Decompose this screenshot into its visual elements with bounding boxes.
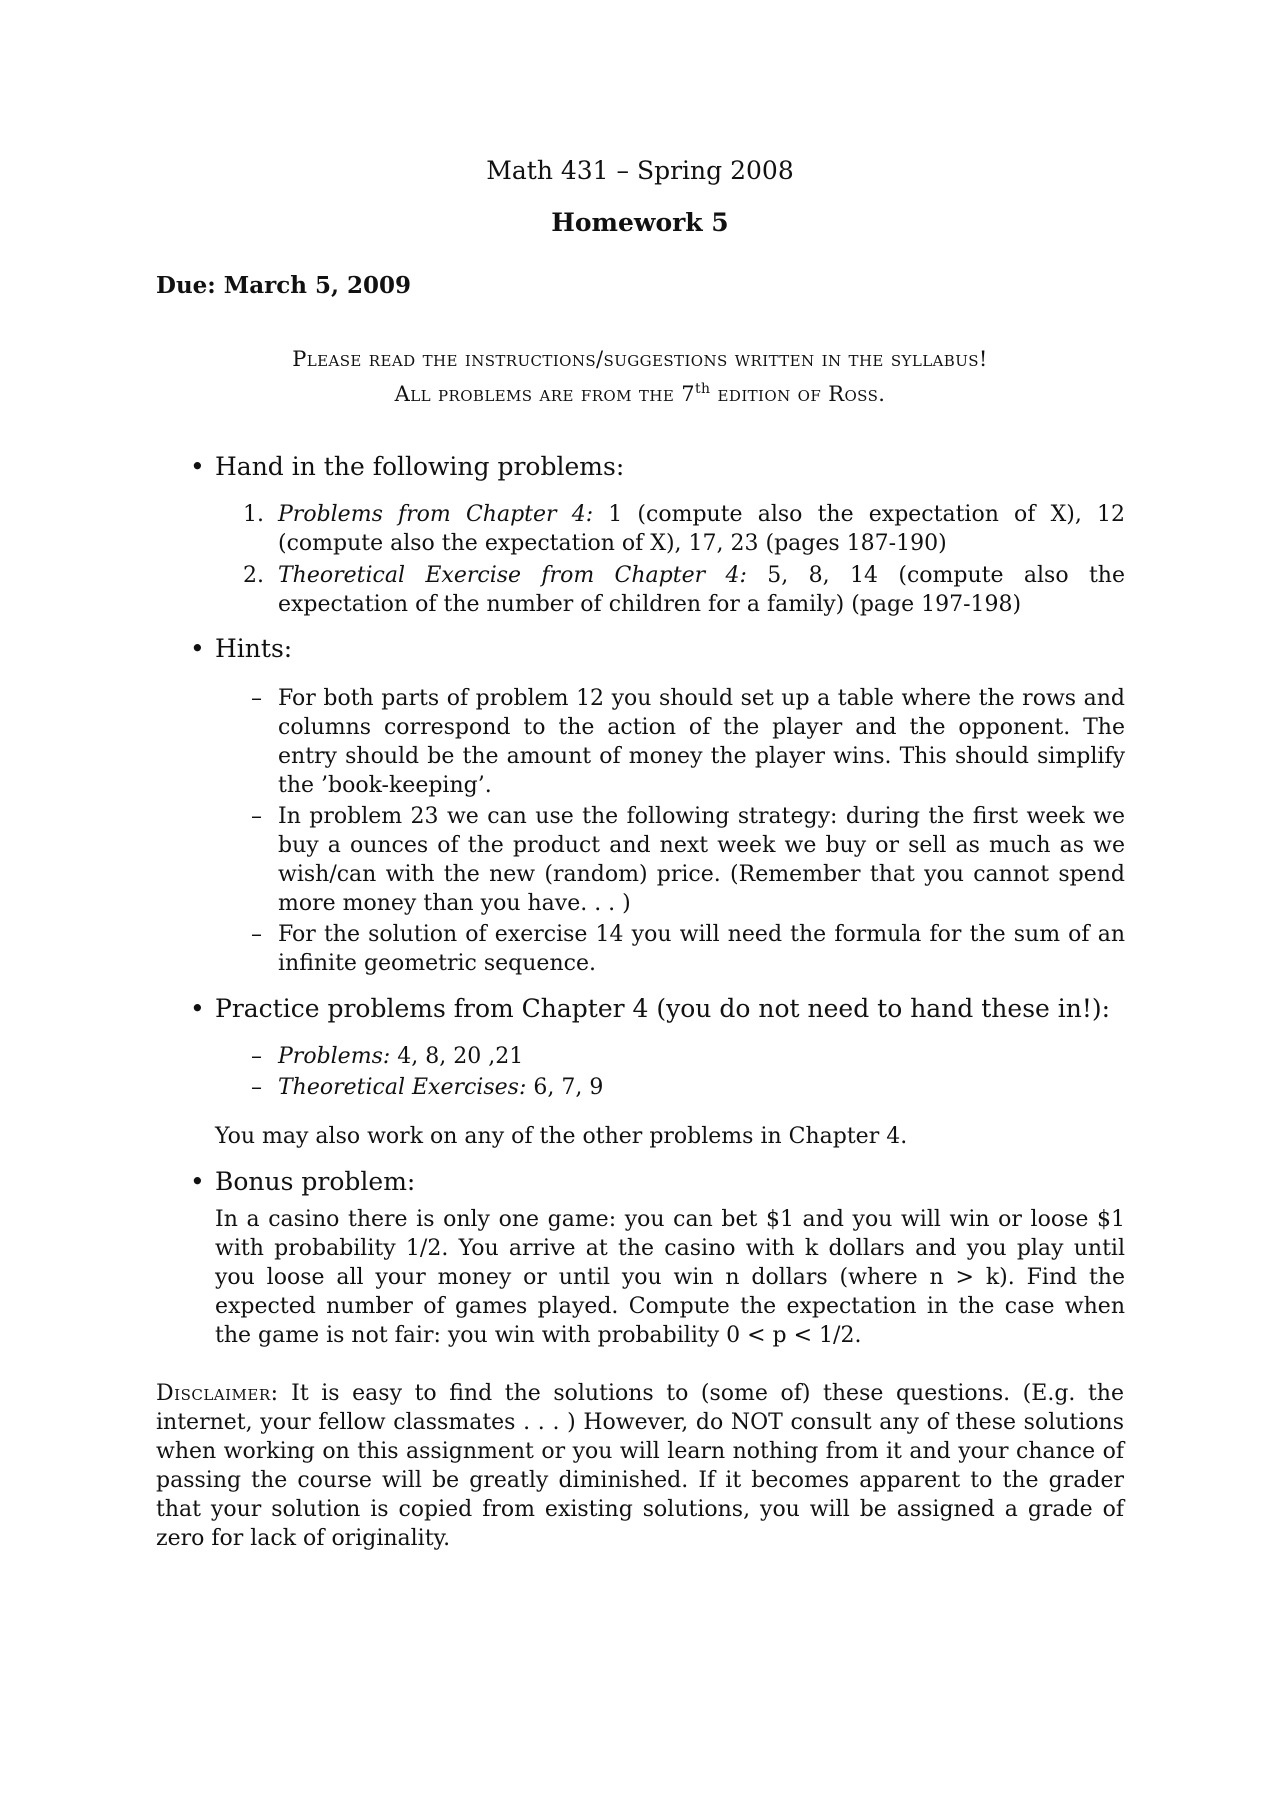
- practice-text: 6, 7, 9: [526, 1075, 604, 1100]
- bonus-text: In a casino there is only one game: you can bet $1 and you will win or loose $1 with probability 1/2. You arrive at the casino with k dollars and you play until you loose all your money or until you win n dollars (where n > k). Find the expected number of games played. Compute the expectation in the case when the game is not fair: you win with probability 0 < p < 1/2.: [215, 1207, 1125, 1348]
- dash-icon: –: [251, 1075, 262, 1100]
- practice-note: You may also work on any of the other problems in Chapter 4.: [215, 1124, 908, 1149]
- bonus-section: [190, 1165, 1125, 1350]
- item-text: 5, 8, 14 (compute also the expectation of the number of children for a family) (page 197-198): [278, 563, 1125, 617]
- instructions-block: [0, 344, 1280, 409]
- dash-icon: –: [251, 922, 262, 947]
- bullet-icon: •: [190, 1167, 205, 1196]
- instructions-line-1: Please read the instructions/suggestions written in the syllabus!: [292, 347, 988, 371]
- edition-superscript: th: [695, 381, 711, 397]
- dash-icon: –: [251, 686, 262, 711]
- instructions-line-2-pre: All problems are from the 7: [394, 382, 696, 406]
- hint-text: In problem 23 we can use the following strategy: during the first week we buy a ounces of the product and next week we buy or sell as much as we wish/can with the new (random) price. (Remember that you cannot spend more money than you have. . . ): [278, 804, 1125, 916]
- disclaimer: [156, 1379, 1124, 1553]
- practice-heading: Practice problems from Chapter 4 (you do not need to hand these in!):: [215, 994, 1111, 1023]
- list-item: [251, 920, 1125, 978]
- list-item: [251, 1073, 1125, 1102]
- practice-list: [215, 1042, 1125, 1102]
- item-label: Problems from Chapter 4:: [278, 502, 594, 527]
- due-date: Due: March 5, 2009: [156, 272, 412, 299]
- bullet-icon: •: [190, 452, 205, 481]
- hints-section: [190, 632, 1125, 978]
- dash-icon: –: [251, 804, 262, 829]
- list-item: [251, 802, 1125, 918]
- disclaimer-label: Disclaimer:: [156, 1381, 279, 1406]
- practice-label: Theoretical Exercises:: [278, 1075, 527, 1100]
- item-number: 1.: [243, 502, 264, 527]
- item-label: Theoretical Exercise from Chapter 4:: [278, 563, 747, 588]
- disclaimer-text: It is easy to find the solutions to (some of) these questions. (E.g. the internet, your fellow classmates . . . ) However, do NOT consult any of these solutions when working on this assignment or you will learn nothing from it and your chance of passing the course will be greatly diminished. If it becomes apparent to the grader that your solution is copied from existing solutions, you will be assigned a grade of zero for lack of originality.: [156, 1381, 1124, 1551]
- bonus-heading: Bonus problem:: [215, 1167, 416, 1196]
- bullet-icon: •: [190, 634, 205, 663]
- practice-label: Problems:: [278, 1044, 391, 1069]
- list-item: [243, 500, 1125, 558]
- hand-in-section: [190, 450, 1125, 619]
- main-content: [190, 450, 1125, 1350]
- practice-text: 4, 8, 20 ,21: [390, 1044, 524, 1069]
- homework-title: Homework 5: [551, 208, 729, 237]
- item-text: 1 (compute also the expectation of X), 12 (compute also the expectation of X), 17, 23 (pages 187-190): [278, 502, 1125, 556]
- hints-heading: Hints:: [215, 634, 293, 663]
- dash-icon: –: [251, 1044, 262, 1069]
- list-item: [251, 1042, 1125, 1071]
- hand-in-heading: Hand in the following problems:: [215, 452, 625, 481]
- list-item: [243, 561, 1125, 619]
- hint-text: For the solution of exercise 14 you will need the formula for the sum of an infinite geometric sequence.: [278, 922, 1125, 976]
- bullet-icon: •: [190, 994, 205, 1023]
- instructions-line-2: [0, 374, 1280, 409]
- instructions-line-2-post: edition of Ross.: [710, 382, 886, 406]
- list-item: [251, 684, 1125, 800]
- hand-in-list: [215, 500, 1125, 619]
- practice-section: [190, 992, 1125, 1151]
- course-title: Math 431 – Spring 2008: [486, 156, 794, 185]
- hint-text: For both parts of problem 12 you should set up a table where the rows and columns correspond to the action of the player and the opponent. The entry should be the amount of money the player wins. This should simplify the ’book-keeping’.: [278, 686, 1125, 798]
- hints-list: [215, 684, 1125, 978]
- item-number: 2.: [243, 563, 264, 588]
